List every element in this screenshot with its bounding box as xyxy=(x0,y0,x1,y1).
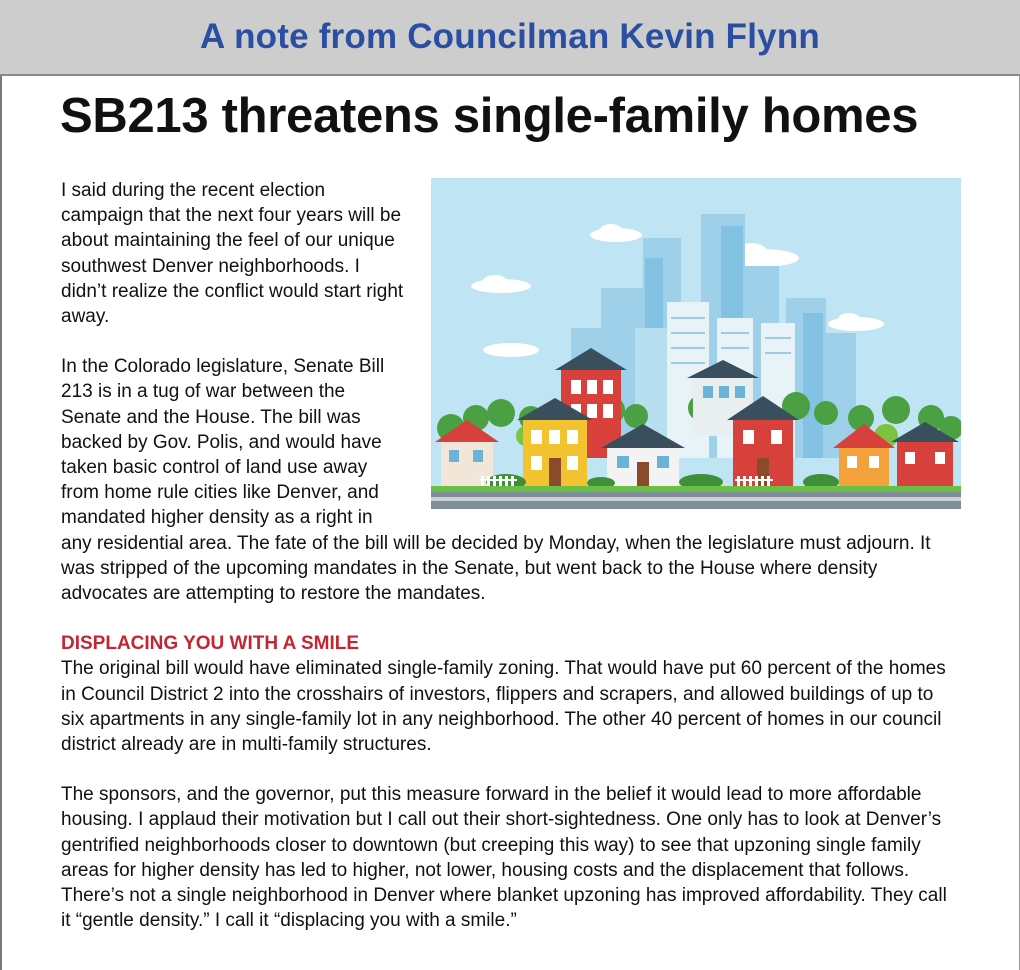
body-paragraph-1: I said during the recent election campaign that the next four years will be about maintaining the feel of our unique southwest Denver neighborhoods. I didn’t realize the conflict would start right away. xyxy=(61,180,404,328)
section-heading: DISPLACING YOU WITH A SMILE xyxy=(61,633,360,655)
page-left-border xyxy=(0,0,2,970)
article-body xyxy=(61,178,961,933)
section-paragraph-1: The original bill would have eliminated single-family zoning. That would have put 60 percent of the homes in Council District 2 into the crosshairs of investors, flippers and scrapers, and allowed buildings of up to six apartments in any single-family lot in any neighborhood. The other 40 percent of homes in our council district already are in multi-family structures. xyxy=(61,658,946,756)
header-banner xyxy=(0,0,1020,76)
city-neighborhood-illustration xyxy=(431,178,961,509)
section-block xyxy=(61,631,961,757)
banner-title: A note from Councilman Kevin Flynn xyxy=(200,17,820,56)
article-headline: SB213 threatens single-family homes xyxy=(60,89,919,143)
section-paragraph-2: The sponsors, and the governor, put this measure forward in the belief it would lead to more affordable housing. I applaud their motivation but I call out their short-sightedness. One only has to look at Denver’s gentrified neighborhoods closer to downtown (but creeping this way) to see that upzoning single family areas for higher density has led to higher, not lower, housing costs and the displacement that follows. There’s not a single neighborhood in Denver where blanket upzoning has improved affordability. They call it “gentle density.” I call it “displacing you with a smile.” xyxy=(61,784,947,932)
body-paragraph-2: In the Colorado legislature, Senate Bill 213 is in a tug of war between the Senate and the House. The bill was backed by Gov. Polis, and would have taken basic control of land use away from home rule cities like Denver, and mandated higher density as a right in any residential area. The fate of the bill will be decided by Monday, when the legislature must adjourn. It was stripped of the upcoming mandates in the Senate, but went back to the House where density advocates are attempting to restore the mandates. xyxy=(61,356,931,605)
